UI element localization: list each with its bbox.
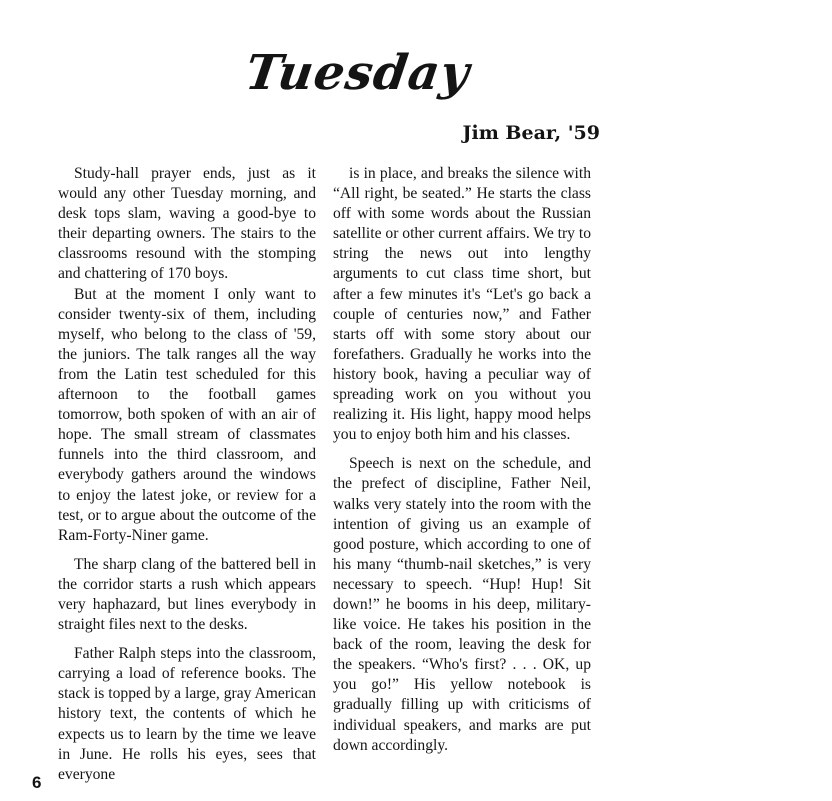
right-text-column (333, 164, 591, 756)
paragraph: Study-hall prayer ends, just as it would any other Tuesday morning, and desk tops slam, waving a good-bye to their departing owners. The stairs to the classrooms resound with the stomping and chattering of 170 boys. (58, 165, 316, 283)
author-byline: Jim Bear, '59 (462, 122, 600, 144)
paragraph: The sharp clang of the battered bell in the corridor starts a rush which appears very haphazard, but lines everybody in straight files next to the desks. (58, 555, 316, 634)
left-text-column (58, 164, 316, 785)
page-number: 6 (32, 773, 42, 792)
paragraph: But at the moment I only want to consider twenty-six of them, including myself, who belong to the class of '59, the juniors. The talk ranges all the way from the Latin test scheduled for this afternoon to the football games tomorrow, both spoken of with an air of hope. The small stream of classmates funnels into the third classroom, and everybody gathers around the windows to enjoy the latest joke, or review for a test, or to argue about the outcome of the Ram-Forty-Niner game. (58, 285, 316, 544)
paragraph: Speech is next on the schedule, and the prefect of discipline, Father Neil, walks very stately into the room with the intention of giving us an example of good posture, which according to one of his many “thumb-nail sketches,” is very necessary to speech. “Hup! Hup! Sit down!” he booms in his deep, military-like voice. He takes his position in the back of the room, leaving the desk for the speakers. “Who's first? . . . OK, up you go!” His yellow notebook is gradually filling up with criticisms of individual speakers, and marks are put down accordingly. (333, 455, 591, 754)
page-title: Tuesday (242, 45, 474, 101)
paragraph: Father Ralph steps into the classroom, carrying a load of reference books. The stack is topped by a large, gray American history text, the contents of which he expects us to learn by the time we leave in June. He rolls his eyes, sees that everyone (58, 645, 316, 783)
paragraph: is in place, and breaks the silence with “All right, be seated.” He starts the class off with some words about the Russian satellite or other current affairs. We try to string the news out into lengthy arguments to cut class time short, but after a few minutes it's “Let's go back a couple of centuries now,” and Father starts off with some story about our forefathers. Gradually he works into the history book, having a peculiar way of spreading work on you without you realizing it. His light, happy mood helps you to enjoy both him and his classes. (333, 165, 591, 444)
